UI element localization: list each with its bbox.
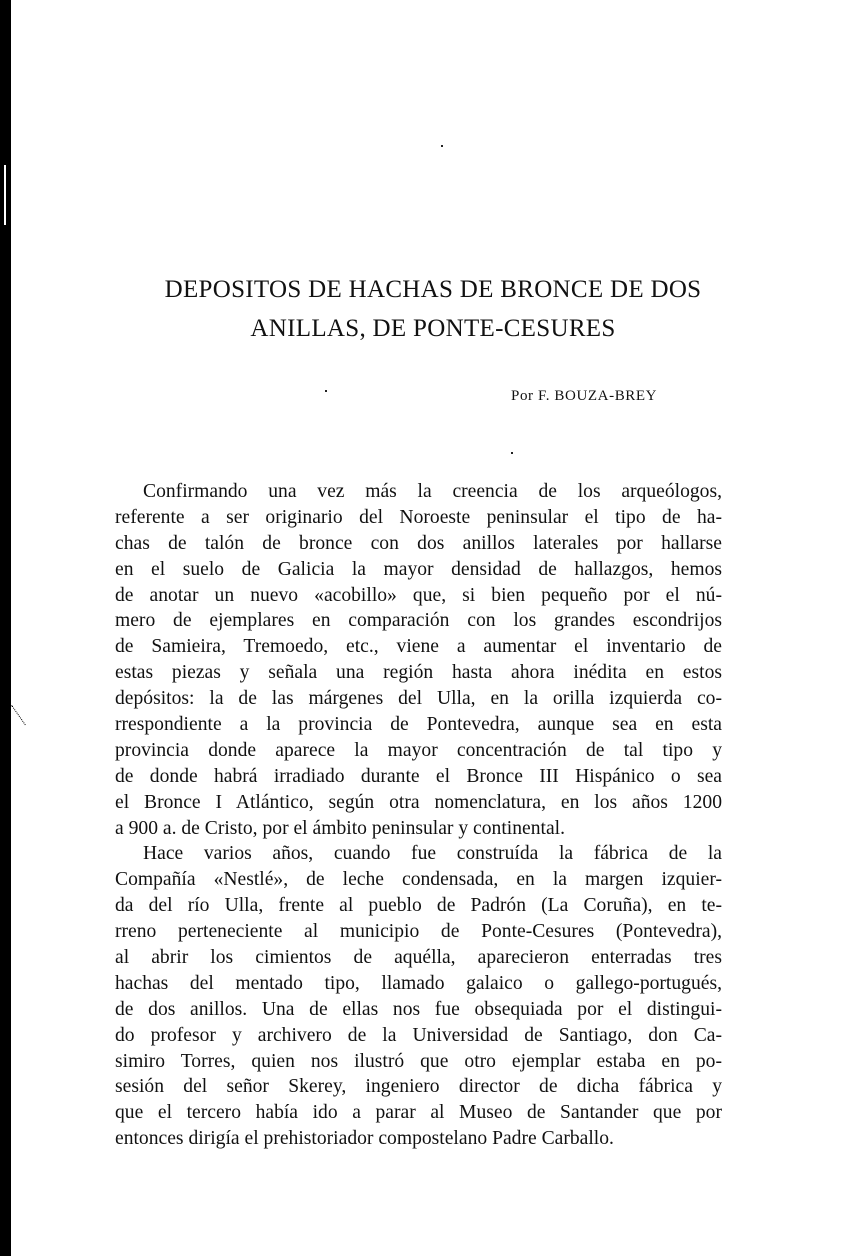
scan-speck [511,452,513,454]
article-body [115,479,722,1152]
text-line: rrespondiente a la provincia de Pontevedra, aunque sea en esta [115,714,722,736]
article-byline: Por F. BOUZA-BREY [511,388,658,404]
article-title-line-2: ANILLAS, DE PONTE-CESURES [250,315,616,342]
text-line: de donde habrá irradiado durante el Bronce III Hispánico o sea [115,765,722,787]
paragraph [115,841,722,1152]
text-line: estas piezas y señala una región hasta ahora inédita en estos [115,662,722,684]
text-line: de Samieira, Tremoedo, etc., viene a aumentar el inventario de [115,636,722,658]
text-line: sesión del señor Skerey, ingeniero director de dicha fábrica y [115,1076,722,1098]
text-line: hachas del mentado tipo, llamado galaico o gallego-portugués, [115,972,722,994]
text-line: do profesor y archivero de la Universidad de Santiago, don Ca- [115,1024,722,1046]
text-line: referente a ser originario del Noroeste peninsular el tipo de ha- [115,506,722,528]
scan-speck [441,145,443,147]
text-line: de dos anillos. Una de ellas nos fue obsequiada por el distingui- [115,998,722,1020]
text-line: a 900 a. de Cristo, por el ámbito peninsular y continental. [115,817,566,839]
text-line: provincia donde aparece la mayor concentración de tal tipo y [115,739,722,761]
article-title-line-1: DEPOSITOS DE HACHAS DE BRONCE DE DOS [164,276,702,303]
text-line: rreno perteneciente al municipio de Ponte-Cesures (Pontevedra), [115,921,722,943]
scan-border-left [0,0,11,1256]
text-line: entonces dirigía el prehistoriador compostelano Padre Carballo. [115,1128,614,1150]
text-line: simiro Torres, quien nos ilustró que otro ejemplar estaba en po- [115,1050,722,1072]
scan-speck [325,390,327,392]
text-line: depósitos: la de las márgenes del Ulla, en la orilla izquierda co- [115,688,722,710]
text-line: de anotar un nuevo «acobillo» que, si bien pequeño por el nú- [115,584,722,606]
text-line: mero de ejemplares en comparación con los grandes escondrijos [115,610,722,632]
scan-artifact-mark [10,705,26,726]
text-line: Confirmando una vez más la creencia de los arqueólogos, [143,481,722,502]
text-line: en el suelo de Galicia la mayor densidad de hallazgos, hemos [115,558,722,580]
text-line: el Bronce I Atlántico, según otra nomenclatura, en los años 1200 [115,791,722,813]
text-line: chas de talón de bronce con dos anillos laterales por hallarse [115,532,722,554]
text-line: que el tercero había ido a parar al Museo de Santander que por [115,1102,722,1124]
paragraph [115,479,722,841]
text-line: Hace varios años, cuando fue construída la fábrica de la [143,843,722,865]
text-line: da del río Ulla, frente al pueblo de Padrón (La Coruña), en te- [115,895,722,917]
text-line: al abrir los cimientos de aquélla, aparecieron enterradas tres [115,947,722,969]
text-line: Compañía «Nestlé», de leche condensada, en la margen izquier- [115,869,722,891]
